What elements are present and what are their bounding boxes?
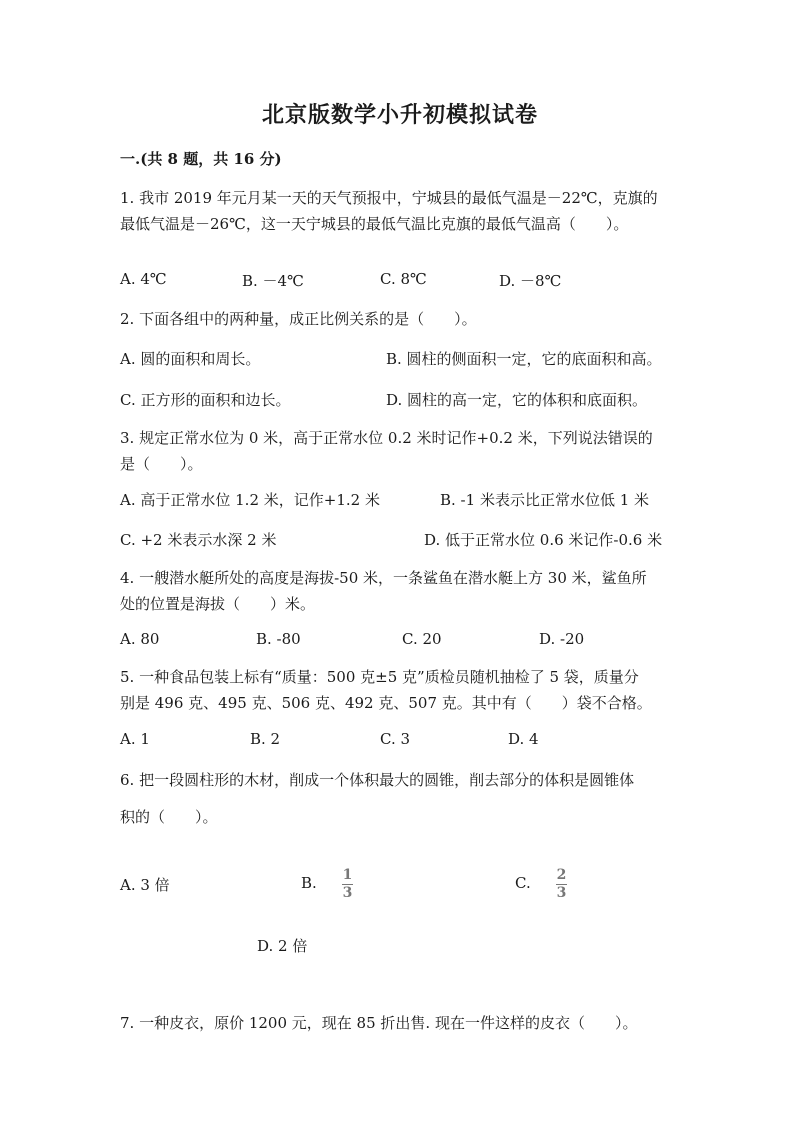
page-title: 北京版数学小升初模拟试卷	[261, 102, 538, 128]
question-3-option-c: C. +2 米表示水深 2 米	[120, 531, 277, 549]
question-2-option-c: C. 正方形的面积和边长。	[120, 391, 291, 409]
question-2-line-1: 2. 下面各组中的两种量，成正比例关系的是（ ）。	[120, 310, 477, 328]
fraction-denominator: 3	[556, 885, 567, 901]
question-6-option-c: C.	[515, 874, 531, 892]
question-6-option-b-fraction	[342, 868, 353, 901]
question-5-option-c: C. 3	[380, 730, 411, 748]
question-3-option-a: A. 高于正常水位 1.2 米，记作+1.2 米	[120, 491, 380, 509]
fraction-numerator: 2	[556, 867, 567, 883]
question-1-option-a: A. 4℃	[120, 270, 167, 288]
question-3-option-d: D. 低于正常水位 0.6 米记作-0.6 米	[424, 531, 663, 549]
question-4-option-c: C. 20	[402, 630, 442, 648]
question-7-line-1: 7. 一种皮衣，原价 1200 元，现在 85 折出售. 现在一件这样的皮衣（ ）。	[120, 1014, 638, 1032]
question-3-line-1: 3. 规定正常水位为 0 米，高于正常水位 0.2 米时记作+0.2 米，下列说法错误的	[120, 429, 653, 447]
fraction-numerator: 1	[342, 867, 353, 883]
question-5-option-a: A. 1	[120, 730, 150, 748]
question-6-option-a: A. 3 倍	[120, 876, 170, 894]
question-2-option-d: D. 圆柱的高一定，它的体积和底面积。	[386, 391, 648, 409]
question-6-option-d: D. 2 倍	[257, 937, 308, 955]
question-5-line-2: 别是 496 克、495 克、506 克、492 克、507 克。其中有（ ）袋不合格。	[120, 694, 652, 712]
question-3-option-b: B. -1 米表示比正常水位低 1 米	[440, 491, 650, 509]
question-4-line-2: 处的位置是海拔（ ）米。	[120, 595, 316, 613]
question-3-line-2: 是（ ）。	[120, 455, 203, 473]
question-5-line-1: 5. 一种食品包装上标有“质量：500 克±5 克”质检员随机抽检了 5 袋，质量分	[120, 668, 639, 686]
question-1-line-2: 最低气温是－26℃，这一天宁城县的最低气温比克旗的最低气温高（ ）。	[120, 215, 629, 233]
question-4-option-d: D. -20	[539, 630, 585, 648]
fraction-denominator: 3	[342, 885, 353, 901]
question-4-option-b: B. -80	[256, 630, 301, 648]
question-1-option-d: D. －8℃	[499, 272, 562, 290]
section-heading: 一.(共 8 题，共 16 分)	[120, 150, 282, 168]
question-6-line-2: 积的（ ）。	[120, 808, 218, 826]
question-1-option-b: B. －4℃	[242, 272, 304, 290]
question-1-line-1: 1. 我市 2019 年元月某一天的天气预报中，宁城县的最低气温是－22℃，克旗的	[120, 189, 658, 207]
question-4-line-1: 4. 一艘潜水艇所处的高度是海拔-50 米，一条鲨鱼在潜水艇上方 30 米，鲨鱼所	[120, 569, 647, 587]
question-4-option-a: A. 80	[120, 630, 160, 648]
question-6-line-1: 6. 把一段圆柱形的木材，削成一个体积最大的圆锥，削去部分的体积是圆锥体	[120, 771, 635, 789]
question-6-option-b: B.	[301, 874, 317, 892]
question-2-option-b: B. 圆柱的侧面积一定，它的底面积和高。	[386, 350, 662, 368]
question-6-option-c-fraction	[556, 868, 567, 901]
question-1-option-c: C. 8℃	[380, 270, 427, 288]
question-2-option-a: A. 圆的面积和周长。	[120, 350, 261, 368]
question-5-option-b: B. 2	[250, 730, 281, 748]
question-5-option-d: D. 4	[508, 730, 539, 748]
